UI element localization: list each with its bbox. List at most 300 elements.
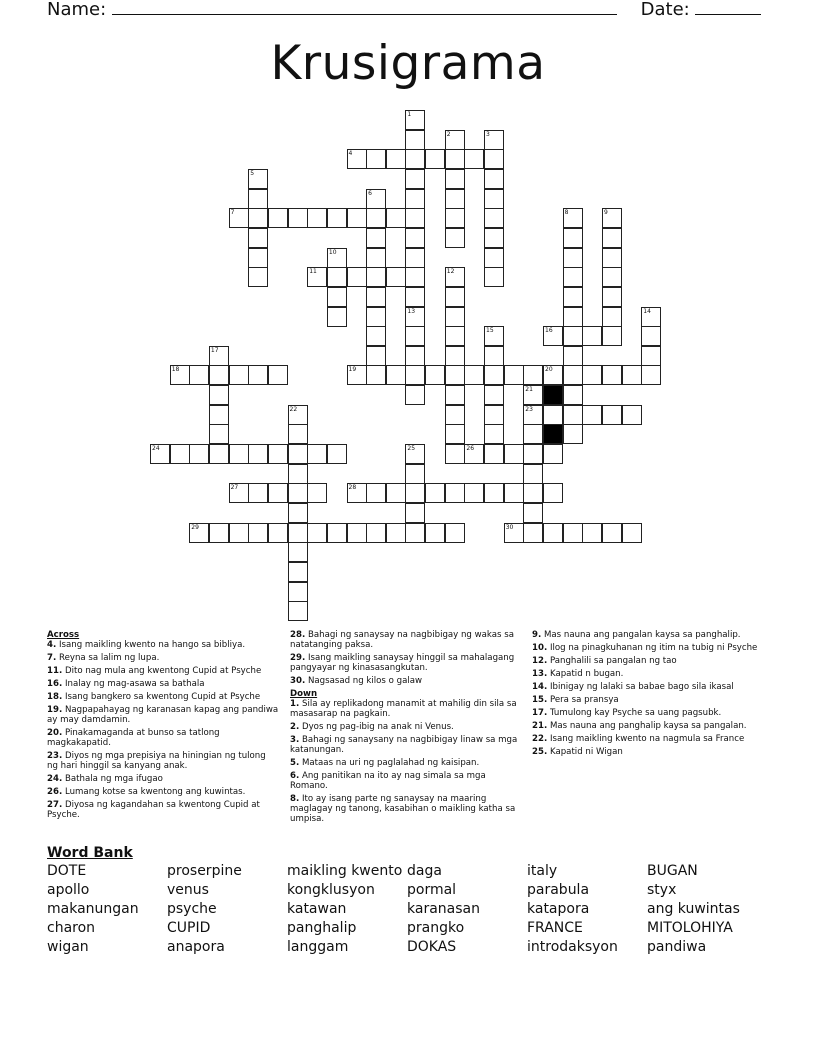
grid-cell[interactable]: [347, 267, 367, 287]
grid-cell[interactable]: [288, 424, 308, 444]
grid-cell[interactable]: [445, 523, 465, 543]
across-clue: [47, 679, 279, 689]
clue-text: Dyos ng pag-ibig na anak ni Venus.: [301, 722, 454, 732]
clue-text: Mas nauna ang panghalip kaysa sa pangalan.: [549, 721, 747, 731]
grid-cell[interactable]: [563, 346, 583, 366]
grid-cell[interactable]: [327, 307, 347, 327]
grid-cell[interactable]: [445, 444, 465, 464]
grid-cell[interactable]: [641, 346, 661, 366]
grid-cell[interactable]: [209, 444, 229, 464]
grid-cell[interactable]: [641, 326, 661, 346]
grid-cell[interactable]: [307, 483, 327, 503]
grid-cell[interactable]: [563, 208, 583, 228]
clue-text: Diyosa ng kagandahan sa kwentong Cupid at Psyche.: [47, 800, 260, 820]
grid-cell[interactable]: [229, 523, 249, 543]
grid-cell[interactable]: [445, 385, 465, 405]
grid-cell[interactable]: [405, 110, 425, 130]
grid-cell[interactable]: [602, 326, 622, 346]
grid-cell[interactable]: [288, 483, 308, 503]
word-bank-item: daga: [407, 863, 442, 879]
down-clue: [532, 708, 764, 718]
grid-cell[interactable]: [386, 523, 406, 543]
word-bank-item: psyche: [167, 901, 217, 917]
cell-number: 18: [171, 366, 180, 374]
grid-cell[interactable]: [288, 464, 308, 484]
grid-cell[interactable]: [523, 483, 543, 503]
grid-cell[interactable]: [445, 228, 465, 248]
grid-cell[interactable]: [425, 365, 445, 385]
clue-text: Ilog na pinagkuhanan ng itim na tubig ni Psyche: [549, 643, 758, 653]
grid-cell[interactable]: [484, 208, 504, 228]
grid-cell[interactable]: [543, 444, 563, 464]
grid-cell[interactable]: [288, 503, 308, 523]
down-clue: [532, 682, 764, 692]
grid-cell[interactable]: [523, 405, 543, 425]
grid-cell[interactable]: [445, 208, 465, 228]
grid-cell[interactable]: [288, 444, 308, 464]
grid-cell[interactable]: [405, 248, 425, 268]
grid-cell[interactable]: [484, 130, 504, 150]
down-clue: [532, 747, 764, 757]
grid-cell[interactable]: [347, 149, 367, 169]
grid-cell[interactable]: [445, 424, 465, 444]
grid-cell[interactable]: [209, 523, 229, 543]
grid-cell[interactable]: [170, 365, 190, 385]
clue-number: 30.: [290, 676, 306, 686]
clue-number: 20.: [47, 728, 63, 738]
clue-number: 12.: [532, 656, 548, 666]
grid-cell[interactable]: [405, 130, 425, 150]
clue-number: 16.: [47, 679, 63, 689]
grid-cell[interactable]: [425, 523, 445, 543]
down-clue: [290, 758, 522, 768]
grid-cell[interactable]: [484, 424, 504, 444]
word-bank-item: styx: [647, 882, 677, 898]
grid-cell[interactable]: [288, 542, 308, 562]
word-bank-item: katawan: [287, 901, 347, 917]
grid-cell[interactable]: [543, 365, 563, 385]
word-bank-item: pormal: [407, 882, 457, 898]
grid-cell[interactable]: [602, 287, 622, 307]
grid-cell[interactable]: [602, 307, 622, 327]
grid-cell[interactable]: [484, 405, 504, 425]
cell-number: 1: [407, 111, 412, 118]
grid-cell[interactable]: [405, 189, 425, 209]
grid-cell[interactable]: [366, 365, 386, 385]
cell-number: 12: [446, 268, 455, 276]
grid-cell[interactable]: [464, 365, 484, 385]
clue-text: Sila ay replikadong manamit at mahilig din sila sa masasarap na pagkain.: [290, 699, 517, 719]
word-bank-item: apollo: [47, 882, 90, 898]
grid-cell[interactable]: [563, 228, 583, 248]
word-bank-item: introdaksyon: [527, 939, 618, 955]
cell-number: 8: [564, 209, 569, 217]
grid-cell[interactable]: [602, 228, 622, 248]
grid-cell[interactable]: [347, 523, 367, 543]
grid-cell[interactable]: [602, 267, 622, 287]
grid-cell[interactable]: [602, 523, 622, 543]
grid-cell[interactable]: [229, 208, 249, 228]
clue-text: Nagsasad ng kilos o galaw: [307, 676, 423, 686]
cell-number: 27: [230, 484, 239, 492]
grid-cell[interactable]: [563, 523, 583, 543]
grid-cell[interactable]: [484, 267, 504, 287]
clue-number: 4.: [47, 640, 57, 650]
word-bank-item: langgam: [287, 939, 349, 955]
grid-cell[interactable]: [523, 464, 543, 484]
clue-number: 10.: [532, 643, 548, 653]
grid-cell[interactable]: [189, 523, 209, 543]
grid-cell[interactable]: [288, 562, 308, 582]
grid-cell[interactable]: [445, 483, 465, 503]
grid-cell[interactable]: [307, 523, 327, 543]
cell-number: 25: [407, 445, 416, 452]
grid-cell[interactable]: [445, 287, 465, 307]
grid-cell[interactable]: [405, 307, 425, 327]
grid-cell[interactable]: [209, 385, 229, 405]
grid-cell[interactable]: [622, 405, 642, 425]
grid-cell[interactable]: [327, 267, 347, 287]
word-bank-item: anapora: [167, 939, 225, 955]
grid-cell[interactable]: [445, 346, 465, 366]
grid-cell[interactable]: [366, 483, 386, 503]
grid-cell[interactable]: [523, 523, 543, 543]
grid-cell[interactable]: [425, 483, 445, 503]
grid-cell[interactable]: [445, 365, 465, 385]
grid-cell[interactable]: [464, 149, 484, 169]
grid-cell[interactable]: [405, 287, 425, 307]
cell-number: 20: [545, 366, 553, 374]
clue-number: 9.: [532, 630, 542, 640]
grid-cell[interactable]: [563, 385, 583, 405]
word-bank-item: katapora: [527, 901, 590, 917]
word-bank-item: wigan: [47, 939, 89, 955]
grid-cell[interactable]: [366, 248, 386, 268]
grid-cell[interactable]: [366, 228, 386, 248]
grid-cell[interactable]: [405, 326, 425, 346]
clue-number: 1.: [290, 699, 300, 709]
grid-cell[interactable]: [504, 365, 524, 385]
grid-cell[interactable]: [366, 287, 386, 307]
across-clue: [47, 640, 279, 650]
cell-number: 24: [152, 445, 160, 452]
word-bank-item: venus: [167, 882, 209, 898]
grid-cell[interactable]: [602, 208, 622, 228]
cell-number: 3: [486, 130, 490, 138]
grid-black-cell: [543, 424, 563, 444]
grid-cell[interactable]: [523, 503, 543, 523]
grid-cell[interactable]: [366, 149, 386, 169]
grid-cell[interactable]: [641, 365, 661, 385]
grid-cell[interactable]: [484, 346, 504, 366]
grid-cell[interactable]: [386, 365, 406, 385]
grid-cell[interactable]: [484, 169, 504, 189]
clue-text: Bahagi ng sanaysany na nagbibigay linaw sa mga katanungan.: [290, 735, 518, 755]
grid-cell[interactable]: [327, 523, 347, 543]
grid-cell[interactable]: [209, 365, 229, 385]
clue-number: 17.: [532, 708, 548, 718]
word-bank-item: charon: [47, 920, 96, 936]
word-bank-item: FRANCE: [527, 920, 583, 936]
across-clue: [47, 751, 279, 771]
grid-cell[interactable]: [405, 149, 425, 169]
grid-cell[interactable]: [229, 483, 249, 503]
clue-text: Pera sa pransya: [549, 695, 619, 705]
grid-cell[interactable]: [327, 287, 347, 307]
grid-cell[interactable]: [563, 405, 583, 425]
grid-cell[interactable]: [563, 326, 583, 346]
cell-number: 19: [348, 366, 357, 374]
grid-cell[interactable]: [248, 444, 268, 464]
grid-cell[interactable]: [347, 208, 367, 228]
grid-cell[interactable]: [209, 346, 229, 366]
grid-cell[interactable]: [288, 523, 308, 543]
grid-cell[interactable]: [327, 208, 347, 228]
grid-cell[interactable]: [405, 444, 425, 464]
clue-text: Bathala ng mga ifugao: [64, 774, 163, 784]
clues-column-3: [532, 630, 764, 760]
grid-cell[interactable]: [563, 307, 583, 327]
grid-cell[interactable]: [484, 444, 504, 464]
grid-cell[interactable]: [445, 130, 465, 150]
clue-number: 28.: [290, 630, 306, 640]
grid-cell[interactable]: [445, 307, 465, 327]
grid-cell[interactable]: [189, 365, 209, 385]
grid-cell[interactable]: [563, 267, 583, 287]
grid-cell[interactable]: [484, 149, 504, 169]
down-clue: [532, 656, 764, 666]
grid-cell[interactable]: [622, 365, 642, 385]
down-clue: [290, 699, 522, 719]
grid-cell[interactable]: [248, 365, 268, 385]
clue-text: Reyna sa lalim ng lupa.: [58, 653, 160, 663]
word-bank-item: panghalip: [287, 920, 357, 936]
word-bank-item: ang kuwintas: [647, 901, 740, 917]
grid-cell[interactable]: [170, 444, 190, 464]
grid-cell[interactable]: [504, 523, 524, 543]
grid-cell[interactable]: [484, 385, 504, 405]
grid-cell[interactable]: [288, 208, 308, 228]
grid-cell[interactable]: [602, 248, 622, 268]
down-clue: [532, 643, 764, 653]
grid-cell[interactable]: [288, 405, 308, 425]
grid-cell[interactable]: [582, 523, 602, 543]
grid-cell[interactable]: [504, 483, 524, 503]
cell-number: 16: [545, 327, 553, 335]
word-bank-item: pandiwa: [647, 939, 707, 955]
grid-cell[interactable]: [563, 248, 583, 268]
grid-cell[interactable]: [229, 444, 249, 464]
grid-cell[interactable]: [582, 365, 602, 385]
grid-cell[interactable]: [189, 444, 209, 464]
grid-cell[interactable]: [563, 287, 583, 307]
grid-cell[interactable]: [268, 483, 288, 503]
down-clue: [532, 695, 764, 705]
grid-cell[interactable]: [523, 444, 543, 464]
grid-cell[interactable]: [641, 307, 661, 327]
grid-cell[interactable]: [386, 149, 406, 169]
grid-cell[interactable]: [248, 483, 268, 503]
grid-cell[interactable]: [405, 523, 425, 543]
grid-cell[interactable]: [366, 523, 386, 543]
grid-cell[interactable]: [347, 483, 367, 503]
word-bank-item: italy: [527, 863, 558, 879]
grid-cell[interactable]: [582, 405, 602, 425]
cell-number: 7: [230, 209, 235, 217]
date-label: Date:: [640, 0, 690, 20]
grid-cell[interactable]: [268, 444, 288, 464]
down-clue: [290, 794, 522, 824]
grid-cell[interactable]: [543, 483, 563, 503]
clue-number: 21.: [532, 721, 548, 731]
clue-number: 29.: [290, 653, 306, 663]
grid-cell[interactable]: [445, 405, 465, 425]
grid-cell[interactable]: [366, 208, 386, 228]
cell-number: 30: [505, 523, 514, 531]
clue-number: 2.: [290, 722, 300, 732]
word-bank-item: BUGAN: [647, 863, 698, 879]
grid-cell[interactable]: [563, 365, 583, 385]
grid-cell[interactable]: [425, 149, 445, 169]
grid-cell[interactable]: [543, 326, 563, 346]
grid-cell[interactable]: [209, 405, 229, 425]
cell-number: 17: [210, 346, 219, 354]
grid-cell[interactable]: [405, 464, 425, 484]
grid-cell[interactable]: [523, 385, 543, 405]
grid-cell[interactable]: [602, 405, 622, 425]
grid-cell[interactable]: [523, 365, 543, 385]
clue-number: 27.: [47, 800, 63, 810]
grid-cell[interactable]: [405, 208, 425, 228]
grid-cell[interactable]: [366, 267, 386, 287]
clue-number: 22.: [532, 734, 548, 744]
grid-cell[interactable]: [248, 228, 268, 248]
clue-text: Ang panitikan na ito ay nag simala sa mga Romano.: [290, 771, 486, 791]
grid-cell[interactable]: [268, 523, 288, 543]
grid-cell[interactable]: [347, 365, 367, 385]
grid-cell[interactable]: [405, 483, 425, 503]
grid-cell[interactable]: [366, 326, 386, 346]
grid-cell[interactable]: [288, 582, 308, 602]
grid-cell[interactable]: [445, 267, 465, 287]
grid-cell[interactable]: [288, 601, 308, 621]
cell-number: 29: [191, 523, 199, 531]
grid-cell[interactable]: [484, 248, 504, 268]
grid-cell[interactable]: [582, 326, 602, 346]
down-heading: Down: [290, 689, 318, 699]
grid-cell[interactable]: [484, 483, 504, 503]
grid-cell[interactable]: [248, 189, 268, 209]
grid-cell[interactable]: [445, 169, 465, 189]
grid-cell[interactable]: [484, 228, 504, 248]
grid-cell[interactable]: [445, 326, 465, 346]
grid-cell[interactable]: [307, 444, 327, 464]
grid-cell[interactable]: [386, 483, 406, 503]
grid-cell[interactable]: [523, 424, 543, 444]
clue-number: 19.: [47, 705, 63, 715]
grid-cell[interactable]: [445, 149, 465, 169]
grid-cell[interactable]: [563, 424, 583, 444]
word-bank-item: MITOLOHIYA: [647, 920, 733, 936]
grid-cell[interactable]: [405, 503, 425, 523]
word-bank-item: CUPID: [167, 920, 211, 936]
grid-cell[interactable]: [484, 189, 504, 209]
clue-text: Lumang kotse sa kwentong ang kuwintas.: [64, 787, 246, 797]
name-label: Name:: [47, 0, 107, 20]
grid-cell[interactable]: [405, 385, 425, 405]
grid-cell[interactable]: [327, 248, 347, 268]
down-clue: [532, 669, 764, 679]
grid-cell[interactable]: [386, 208, 406, 228]
grid-cell[interactable]: [366, 346, 386, 366]
cell-number: 22: [289, 405, 298, 413]
down-clue: [290, 722, 522, 732]
grid-cell[interactable]: [248, 208, 268, 228]
grid-cell[interactable]: [307, 208, 327, 228]
grid-cell[interactable]: [268, 208, 288, 228]
word-bank-item: prangko: [407, 920, 465, 936]
grid-cell[interactable]: [268, 365, 288, 385]
grid-cell[interactable]: [405, 267, 425, 287]
grid-cell[interactable]: [464, 483, 484, 503]
word-bank-item: DOTE: [47, 863, 87, 879]
cell-number: 2: [446, 130, 451, 138]
grid-cell[interactable]: [307, 267, 327, 287]
grid-cell[interactable]: [464, 444, 484, 464]
grid-cell[interactable]: [150, 444, 170, 464]
grid-cell[interactable]: [445, 189, 465, 209]
down-clue: [290, 735, 522, 755]
clue-text: Kapatid ni Wigan: [549, 747, 623, 757]
across-clue: [47, 787, 279, 797]
grid-cell[interactable]: [504, 444, 524, 464]
grid-cell[interactable]: [248, 267, 268, 287]
grid-cell[interactable]: [248, 169, 268, 189]
clue-text: Ito ay isang parte ng sanaysay na maaring maglagay ng tanong, kasabihan o maikling katha sa umpisa.: [290, 794, 516, 824]
grid-cell[interactable]: [386, 267, 406, 287]
clue-number: 11.: [47, 666, 63, 676]
across-heading: Across: [47, 630, 80, 640]
grid-cell[interactable]: [484, 326, 504, 346]
grid-cell[interactable]: [405, 228, 425, 248]
grid-cell[interactable]: [209, 424, 229, 444]
grid-cell[interactable]: [248, 248, 268, 268]
across-clue: [290, 676, 522, 686]
clue-text: Isang maikling kwento na hango sa bibliya.: [58, 640, 246, 650]
grid-cell[interactable]: [327, 444, 347, 464]
grid-cell[interactable]: [248, 523, 268, 543]
grid-cell[interactable]: [543, 405, 563, 425]
across-clue: [290, 630, 522, 650]
grid-cell[interactable]: [405, 169, 425, 189]
grid-cell[interactable]: [602, 365, 622, 385]
grid-cell[interactable]: [405, 346, 425, 366]
clue-number: 3.: [290, 735, 300, 745]
grid-cell[interactable]: [622, 523, 642, 543]
grid-cell[interactable]: [405, 365, 425, 385]
grid-cell[interactable]: [366, 189, 386, 209]
grid-cell[interactable]: [484, 365, 504, 385]
cell-number: 13: [407, 307, 416, 315]
clue-text: Bahagi ng sanaysay na nagbibigay ng wakas sa natatanging paksa.: [290, 630, 514, 650]
grid-cell[interactable]: [366, 307, 386, 327]
grid-cell[interactable]: [543, 523, 563, 543]
clue-number: 7.: [47, 653, 57, 663]
grid-cell[interactable]: [229, 365, 249, 385]
word-bank-item: proserpine: [167, 863, 242, 879]
across-clue: [47, 800, 279, 820]
down-clue: [532, 721, 764, 731]
